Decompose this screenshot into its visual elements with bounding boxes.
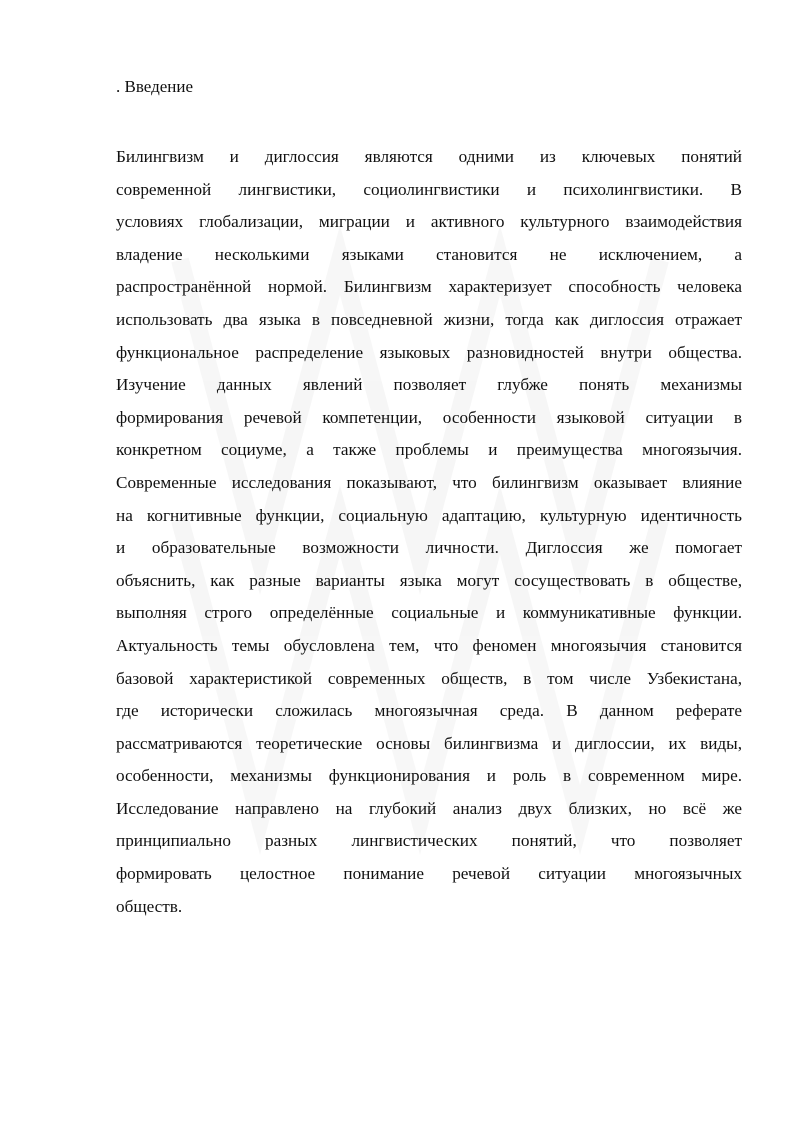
paragraph-line: выполняя строго определённые социальные и коммуникативные функции. bbox=[116, 603, 742, 623]
paragraph-line: владение несколькими языками становится не исключением, а bbox=[116, 244, 742, 264]
main-paragraph bbox=[116, 141, 742, 923]
paragraph-line: Исследование направлено на глубокий анализ двух близких, но всё же bbox=[116, 798, 742, 818]
paragraph-line: на когнитивные функции, социальную адаптацию, культурную идентичность bbox=[116, 505, 742, 525]
paragraph-line: объяснить, как разные варианты языка могут сосуществовать в обществе, bbox=[116, 570, 742, 590]
paragraph-line: Актуальность темы обусловлена тем, что феномен многоязычия становится bbox=[116, 635, 742, 655]
paragraph-line: базовой характеристикой современных обществ, в том числе Узбекистана, bbox=[116, 668, 742, 688]
paragraph-line: формирования речевой компетенции, особенности языковой ситуации в bbox=[116, 407, 742, 427]
paragraph-line: формировать целостное понимание речевой ситуации многоязычных bbox=[116, 864, 742, 884]
paragraph-line: обществ. bbox=[116, 896, 183, 916]
paragraph-line: и образовательные возможности личности. Диглоссия же помогает bbox=[116, 538, 742, 558]
paragraph-line: функциональное распределение языковых разновидностей внутри общества. bbox=[116, 342, 742, 362]
paragraph-line: где исторически сложилась многоязычная среда. В данном реферате bbox=[116, 701, 742, 721]
paragraph-line: конкретном социуме, а также проблемы и преимущества многоязычия. bbox=[116, 440, 742, 460]
paragraph-line: Билингвизм и диглоссия являются одними из ключевых понятий bbox=[116, 147, 742, 166]
paragraph-line: Современные исследования показывают, что билингвизм оказывает влияние bbox=[116, 472, 742, 492]
paragraph-line: условиях глобализации, миграции и активного культурного взаимодействия bbox=[116, 212, 742, 232]
paragraph-line: рассматриваются теоретические основы билингвизма и диглоссии, их виды, bbox=[116, 733, 742, 753]
paragraph-line: распространённой нормой. Билингвизм характеризует способность человека bbox=[116, 277, 742, 297]
paragraph-line: принципиально разных лингвистических понятий, что позволяет bbox=[116, 831, 742, 851]
paragraph-line: современной лингвистики, социолингвистики и психолингвистики. В bbox=[116, 179, 742, 199]
paragraph-line: использовать два языка в повседневной жизни, тогда как диглоссия отражает bbox=[116, 309, 742, 329]
paragraph-line: особенности, механизмы функционирования и роль в современном мире. bbox=[116, 766, 742, 786]
paragraph-line: Изучение данных явлений позволяет глубже понять механизмы bbox=[116, 375, 742, 395]
section-heading: . Введение bbox=[116, 77, 194, 96]
